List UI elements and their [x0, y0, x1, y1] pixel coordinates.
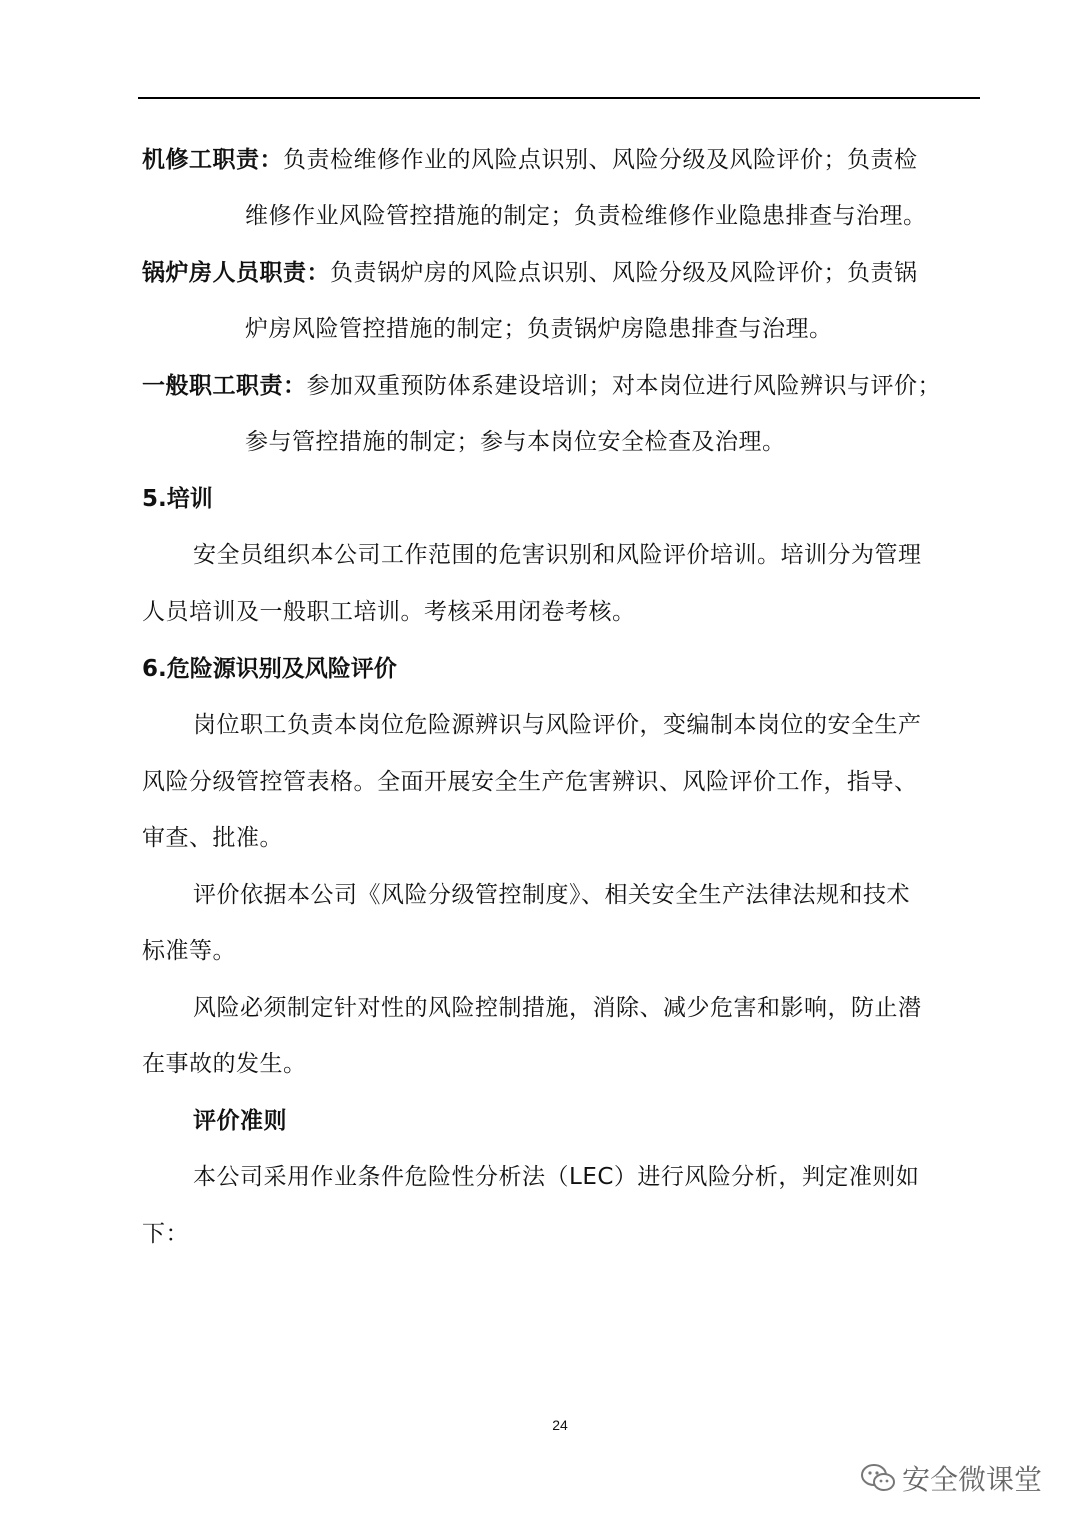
paragraph-line: 下：	[142, 1221, 189, 1247]
duty-label: 机修工职责：	[142, 147, 283, 173]
subsection-heading: 评价准则	[193, 1108, 287, 1134]
paragraph-line: 评价依据本公司《风险分级管控制度》、相关安全生产法律法规和技术	[193, 882, 910, 908]
page-number: 24	[552, 1417, 568, 1433]
duty-line	[142, 145, 918, 175]
paragraph-line: 本公司采用作业条件危险性分析法（LEC）进行风险分析，判定准则如	[193, 1164, 920, 1190]
watermark	[860, 1458, 1042, 1498]
paragraph-line: 人员培训及一般职工培训。考核采用闭卷考核。	[142, 599, 636, 625]
paragraph-line: 岗位职工负责本岗位危险源辨识与风险评价，变编制本岗位的安全生产	[193, 712, 922, 738]
section-heading: 5.培训	[142, 486, 213, 512]
duty-text: 参加双重预防体系建设培训；对本岗位进行风险辨识与评价；	[306, 373, 941, 399]
duty-line	[142, 371, 941, 401]
duty-continuation: 炉房风险管控措施的制定；负责锅炉房隐患排查与治理。	[245, 316, 833, 342]
duty-label: 锅炉房人员职责：	[142, 260, 330, 286]
paragraph-line: 在事故的发生。	[142, 1051, 307, 1077]
duty-text: 负责锅炉房的风险点识别、风险分级及风险评价；负责锅	[330, 260, 918, 286]
wechat-icon	[860, 1463, 896, 1493]
duty-text: 负责检维修作业的风险点识别、风险分级及风险评价；负责检	[283, 147, 918, 173]
duty-continuation: 维修作业风险管控措施的制定；负责检维修作业隐患排查与治理。	[245, 203, 927, 229]
paragraph-line: 审查、批准。	[142, 825, 283, 851]
duty-line	[142, 258, 918, 288]
watermark-text: 安全微课堂	[901, 1463, 1042, 1496]
paragraph-line: 安全员组织本公司工作范围的危害识别和风险评价培训。培训分为管理	[193, 542, 922, 568]
header-rule	[138, 97, 980, 99]
section-heading: 6.危险源识别及风险评价	[142, 656, 397, 682]
paragraph-line: 标准等。	[142, 938, 236, 964]
paragraph-line: 风险分级管控管表格。全面开展安全生产危害辨识、风险评价工作，指导、	[142, 769, 918, 795]
duty-continuation: 参与管控措施的制定；参与本岗位安全检查及治理。	[245, 429, 786, 455]
duty-label: 一般职工职责：	[142, 373, 307, 399]
paragraph-line: 风险必须制定针对性的风险控制措施，消除、减少危害和影响，防止潜	[193, 995, 922, 1021]
